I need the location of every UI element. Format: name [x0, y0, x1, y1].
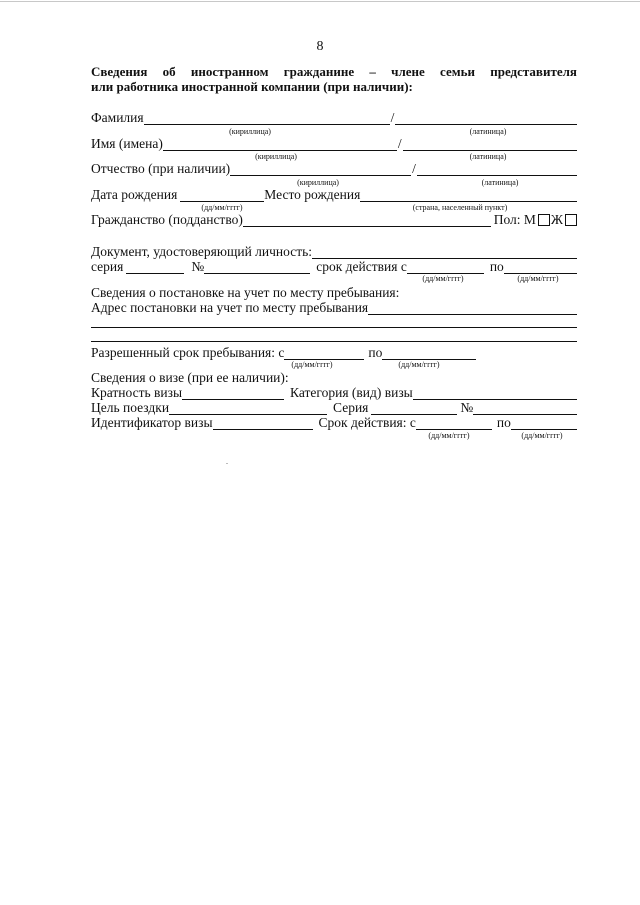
date-hint: (дд/мм/гггг): [398, 360, 440, 369]
id-series-row: [91, 258, 577, 274]
registration-info-label: Сведения о постановке на учет по месту пребывания:: [91, 285, 400, 300]
title-word: представителя: [490, 64, 577, 79]
birth-date-field[interactable]: [180, 189, 264, 202]
visa-validity-to-label: по: [496, 415, 511, 430]
permitted-stay-to-field[interactable]: [382, 347, 476, 360]
scan-speck: [226, 463, 228, 464]
citizenship-field[interactable]: [243, 214, 491, 227]
trip-purpose-row: [91, 399, 577, 415]
visa-id-label: Идентификатор визы: [91, 415, 213, 430]
registration-address-line-3[interactable]: [91, 341, 577, 342]
names-latin-field[interactable]: [403, 138, 577, 151]
permitted-stay-row: [91, 344, 577, 360]
visa-series-label: Серия: [333, 400, 369, 415]
birth-date-label: Дата рождения: [91, 187, 178, 202]
permitted-stay-to-label: по: [368, 345, 383, 360]
series-field[interactable]: [126, 261, 184, 274]
latin-hint: (латиница): [469, 152, 507, 161]
permitted-stay-label: Разрешенный срок пребывания: с: [91, 345, 285, 360]
sex-label: Пол: М: [493, 212, 536, 227]
registration-address-line-2[interactable]: [91, 327, 577, 328]
visa-info-label: Сведения о визе (при ее наличии):: [91, 370, 289, 385]
sex-male-checkbox[interactable]: [538, 214, 550, 226]
birth-row: [91, 186, 577, 202]
place-hint: (страна, населенный пункт): [412, 203, 508, 212]
sex-female-checkbox[interactable]: [565, 214, 577, 226]
title-word: члене: [391, 64, 425, 79]
id-document-row: [91, 243, 577, 259]
title-word: –: [369, 64, 376, 79]
surname-row: [91, 109, 577, 125]
names-cyrillic-field[interactable]: [163, 138, 397, 151]
patronymic-label: Отчество (при наличии): [91, 161, 231, 176]
patronymic-latin-field[interactable]: [417, 163, 577, 176]
visa-id-row: [91, 414, 577, 430]
validity-to-label: по: [489, 259, 504, 274]
title-word: гражданине: [283, 64, 355, 79]
title-line-2: или работника иностранной компании (при наличии):: [91, 79, 413, 94]
names-label: Имя (имена): [91, 136, 163, 151]
date-hint: (дд/мм/гггг): [517, 274, 559, 283]
citizenship-label: Гражданство (подданство): [91, 212, 243, 227]
validity-to-field[interactable]: [504, 261, 577, 274]
page-number: 8: [316, 39, 324, 54]
slash-separator: /: [397, 136, 402, 151]
visa-validity-from-label: Срок действия: с: [318, 415, 416, 430]
birth-place-field[interactable]: [360, 189, 577, 202]
visa-category-label: Категория (вид) визы: [290, 385, 413, 400]
permitted-stay-from-field[interactable]: [284, 347, 364, 360]
patronymic-cyrillic-field[interactable]: [230, 163, 411, 176]
trip-purpose-label: Цель поездки: [91, 400, 170, 415]
registration-heading-row: [91, 284, 577, 300]
cyrillic-hint: (кириллица): [229, 127, 271, 136]
series-label: серия: [91, 259, 124, 274]
latin-hint: (латиница): [469, 127, 507, 136]
title-word: Сведения: [91, 64, 148, 79]
visa-number-label: №: [460, 400, 474, 415]
top-border: [0, 1, 640, 2]
visa-id-field[interactable]: [213, 417, 313, 430]
visa-multiplicity-row: [91, 384, 577, 400]
names-row: [91, 135, 577, 151]
number-label: №: [191, 259, 205, 274]
date-hint: (дд/мм/гггг): [201, 203, 243, 212]
validity-from-field[interactable]: [407, 261, 484, 274]
date-hint: (дд/мм/гггг): [422, 274, 464, 283]
date-hint: (дд/мм/гггг): [291, 360, 333, 369]
validity-from-label: срок действия с: [316, 259, 407, 274]
citizenship-row: [91, 211, 577, 227]
section-title: [91, 64, 577, 94]
title-word: семьи: [440, 64, 475, 79]
patronymic-row: [91, 160, 577, 176]
title-word: иностранном: [190, 64, 269, 79]
latin-hint: (латиница): [481, 178, 519, 187]
id-document-label: Документ, удостоверяющий личность:: [91, 244, 313, 259]
cyrillic-hint: (кириллица): [255, 152, 297, 161]
registration-address-label: Адрес постановки на учет по месту пребывания: [91, 300, 369, 315]
title-line-1: [91, 64, 577, 79]
visa-validity-from-field[interactable]: [416, 417, 492, 430]
visa-multiplicity-label: Кратность визы: [91, 385, 183, 400]
registration-address-row: [91, 299, 577, 315]
slash-separator: /: [390, 110, 395, 125]
cyrillic-hint: (кириллица): [297, 178, 339, 187]
surname-cyrillic-field[interactable]: [144, 112, 390, 125]
registration-address-field[interactable]: [368, 302, 577, 315]
date-hint: (дд/мм/гггг): [428, 431, 470, 440]
visa-validity-to-field[interactable]: [511, 417, 577, 430]
surname-label: Фамилия: [91, 110, 144, 125]
number-field[interactable]: [204, 261, 310, 274]
slash-separator: /: [412, 161, 416, 176]
visa-heading-row: [91, 369, 577, 385]
date-hint: (дд/мм/гггг): [521, 431, 563, 440]
sex-female-label: Ж: [550, 212, 563, 227]
title-word: об: [162, 64, 176, 79]
birth-place-label: Место рождения: [264, 187, 361, 202]
surname-latin-field[interactable]: [395, 112, 577, 125]
